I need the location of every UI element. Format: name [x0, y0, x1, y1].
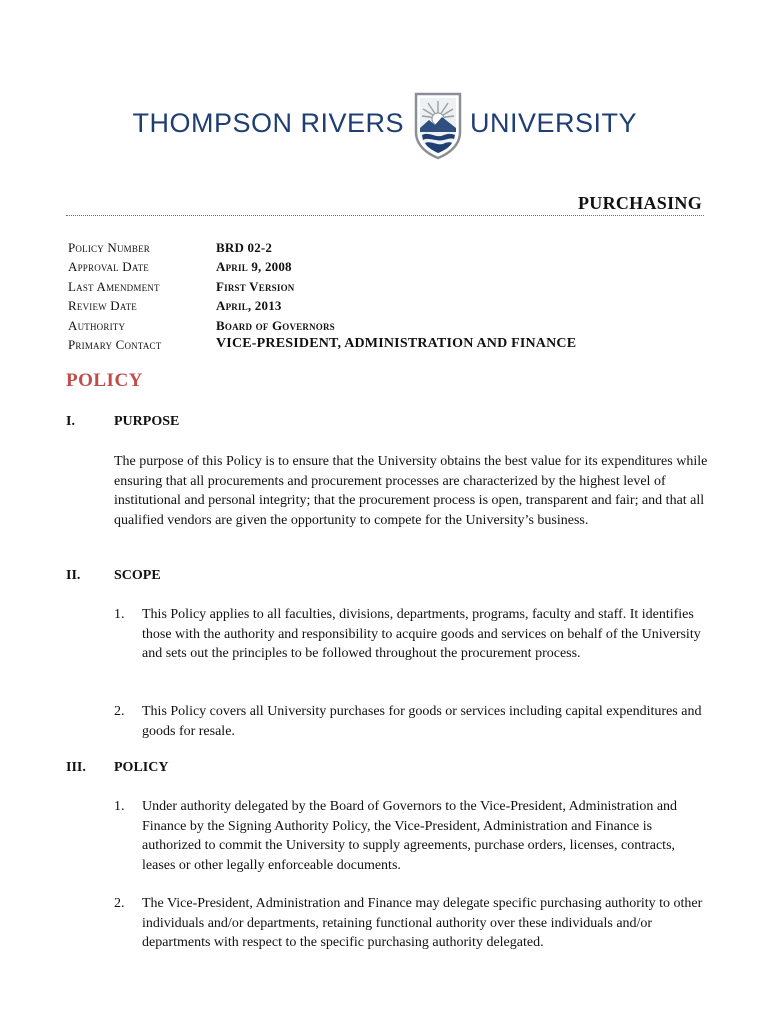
meta-row-last-amendment [68, 279, 708, 298]
purpose-paragraph: The purpose of this Policy is to ensure that the University obtains the best value for its expenditures while ensuring that all procurements and procurement processes are characterized by the highest level of institutional and personal integrity; that the procurement process is open, transparent and fair; and that all qualified vendors are given the opportunity to compete for the University’s business. [114, 454, 708, 528]
meta-row-policy-number [68, 240, 708, 259]
document-title: PURCHASING [577, 193, 702, 213]
meta-label: Approval Date [68, 259, 149, 275]
list-item [114, 797, 710, 875]
meta-row-authority [68, 318, 708, 337]
meta-value: First Version [216, 278, 295, 294]
item-text: The Vice-President, Administration and Finance may delegate specific purchasing authority to other individuals and/or departments, retaining functional authority over these individuals and/or departments with respect to the specific purchasing authority delegated. [142, 896, 703, 950]
section-title: PURPOSE [114, 414, 180, 429]
item-number: 1. [114, 799, 125, 814]
meta-label: Primary Contact [68, 336, 162, 352]
section-heading-scope [66, 568, 161, 584]
policy-meta-table [68, 240, 708, 356]
meta-row-approval-date [68, 259, 708, 278]
item-number: 1. [114, 607, 125, 622]
section-heading-policy [66, 760, 168, 776]
list-item [114, 702, 710, 741]
logo-wordmark-left: THOMPSON RIVERS [132, 108, 404, 138]
university-logo [0, 92, 770, 164]
item-text: Under authority delegated by the Board of Governors to the Vice-President, Administration and Finance by the Signing Authority Policy, the Vice-President, Administration and Finance is authorized to commit the University to supply agreements, purchase orders, licenses, contracts, leases or other legally enforceable documents. [142, 799, 678, 873]
meta-value: BRD 02-2 [216, 240, 273, 255]
list-item [114, 894, 710, 953]
meta-row-primary-contact [68, 337, 708, 356]
item-number: 2. [114, 896, 125, 911]
section-number: I. [66, 414, 75, 429]
university-crest-icon [414, 92, 462, 160]
section-number: II. [66, 568, 81, 583]
title-divider [66, 215, 704, 216]
logo-wordmark-right: UNIVERSITY [470, 108, 638, 138]
section-title: POLICY [114, 760, 169, 775]
meta-label: Last Amendment [68, 278, 160, 294]
item-number: 2. [114, 704, 125, 719]
meta-value: April, 2013 [216, 298, 282, 314]
meta-label: Policy Number [68, 240, 150, 255]
meta-value: Board of Governors [216, 317, 335, 333]
section-heading-purpose [66, 414, 179, 430]
meta-row-review-date [68, 298, 708, 317]
meta-label: Authority [68, 317, 126, 333]
section-number: III. [66, 760, 86, 775]
meta-label: Review Date [68, 298, 137, 314]
meta-value: April 9, 2008 [216, 259, 292, 275]
item-text: This Policy covers all University purchases for goods or services including capital expenditures and goods for resale. [142, 704, 702, 739]
item-text: This Policy applies to all faculties, divisions, departments, programs, faculty and staff. It identifies those with the authority and responsibility to acquire goods and services on behalf of the University and sets out the principles to be followed throughout the procurement process. [142, 607, 701, 661]
meta-value: VICE-PRESIDENT, ADMINISTRATION AND FINANCE [216, 335, 577, 351]
section-title: SCOPE [114, 568, 161, 583]
policy-heading: POLICY [66, 370, 143, 391]
list-item [114, 605, 710, 664]
